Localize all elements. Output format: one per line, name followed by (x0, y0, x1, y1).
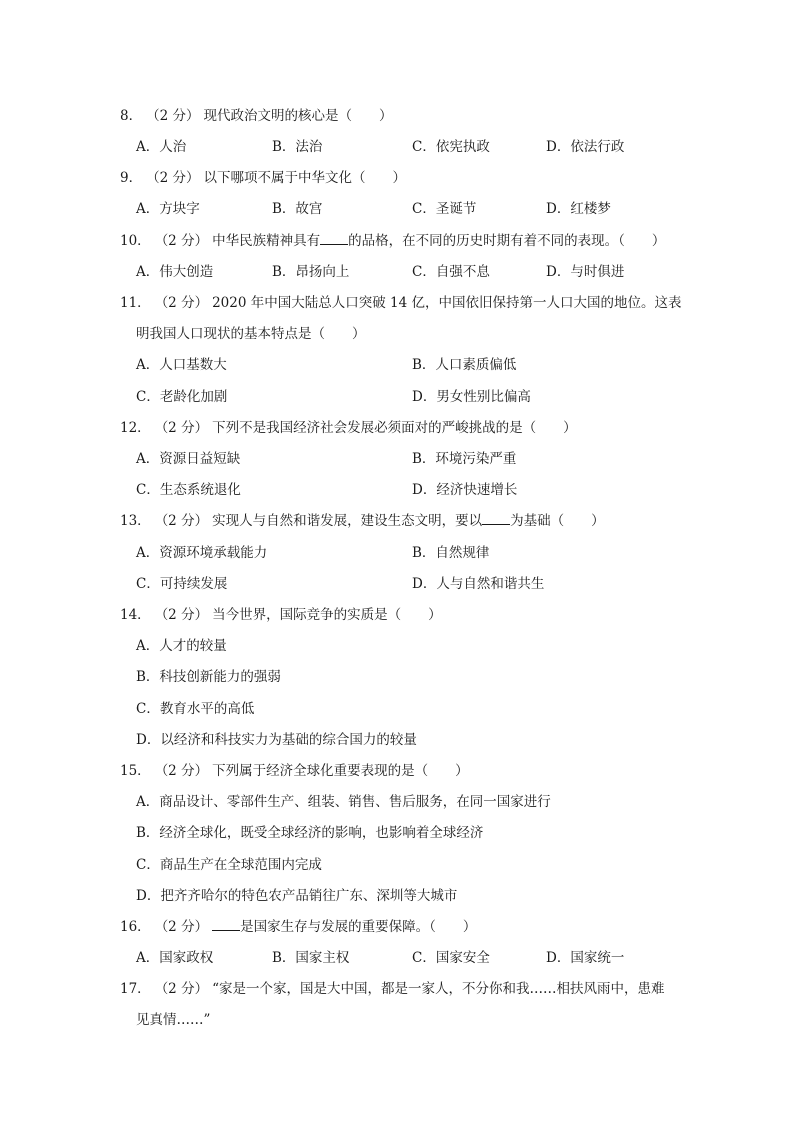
question-number: 17． (120, 981, 151, 997)
question-12 (120, 416, 577, 436)
option-b: B．法治 (272, 139, 323, 155)
question-stem: 现代政治文明的核心是（ ） (203, 108, 393, 124)
option-c: C．国家安全 (412, 950, 490, 966)
question-number: 14． (120, 607, 151, 623)
question-score: （2 分） (154, 607, 209, 623)
question-number: 11． (120, 295, 151, 311)
question-stem: 是国家生存与发展的重要保障。（ ） (240, 919, 477, 935)
question-score: （2 分） (154, 513, 209, 529)
question-stem: 下列不是我国经济社会发展必须面对的严峻挑战的是（ ） (212, 420, 577, 436)
question-stem-continued: 见真情……” (136, 1012, 211, 1028)
option-a: A．人才的较量 (136, 638, 227, 654)
option-b: B．国家主权 (272, 950, 350, 966)
option-a: A．资源日益短缺 (136, 451, 241, 467)
question-stem: 2020 年中国大陆总人口突破 14 亿，中国依旧保持第一人口大国的地位。这表 (212, 295, 682, 311)
option-a: A．国家政权 (136, 950, 214, 966)
question-number: 8． (120, 108, 143, 124)
option-b: B．科技创新能力的强弱 (136, 669, 281, 685)
question-score: （2 分） (154, 919, 209, 935)
option-d: D．把齐齐哈尔的特色农产品销往广东、深圳等大城市 (136, 888, 458, 904)
question-10 (120, 229, 665, 249)
question-number: 10． (120, 233, 151, 249)
question-score: （2 分） (154, 981, 209, 997)
question-number: 9． (120, 170, 143, 186)
question-number: 16． (120, 919, 151, 935)
option-d: D．国家统一 (546, 950, 625, 966)
question-9 (120, 166, 406, 186)
option-c: C．自强不息 (412, 264, 490, 280)
question-13 (120, 509, 605, 529)
fill-blank (212, 918, 240, 931)
question-number: 13． (120, 513, 151, 529)
option-a: A．人口基数大 (136, 357, 227, 373)
question-stem-continued: 明我国人口现状的基本特点是（ ） (136, 326, 366, 342)
option-b: B．自然规律 (412, 545, 490, 561)
option-c: C．圣诞节 (412, 201, 477, 217)
option-b: B．经济全球化，既受全球经济的影响，也影响着全球经济 (136, 825, 484, 841)
question-stem-part-2: 的品格，在不同的历史时期有着不同的表现。（ ） (348, 233, 666, 249)
fill-blank (482, 512, 510, 525)
option-c: C．生态系统退化 (136, 482, 241, 498)
option-c: C．可持续发展 (136, 576, 228, 592)
question-score: （2 分） (146, 108, 200, 124)
question-score: （2 分） (154, 295, 209, 311)
question-16 (120, 915, 476, 935)
option-b: B．昂扬向上 (272, 264, 350, 280)
question-11 (120, 291, 682, 311)
question-score: （2 分） (154, 420, 209, 436)
option-d: D．红楼梦 (546, 201, 611, 217)
option-d: D．人与自然和谐共生 (412, 576, 545, 592)
option-d: D．男女性别比偏高 (412, 389, 531, 405)
option-a: A．商品设计、零部件生产、组装、销售、售后服务，在同一国家进行 (136, 794, 551, 810)
question-14 (120, 603, 442, 623)
option-c: C．商品生产在全球范围内完成 (136, 857, 322, 873)
question-stem: 以下哪项不属于中华文化（ ） (203, 170, 406, 186)
option-d: D．以经济和科技实力为基础的综合国力的较量 (136, 732, 417, 748)
option-d: D．与时俱进 (546, 264, 625, 280)
option-a: A．人治 (136, 139, 187, 155)
question-score: （2 分） (154, 763, 209, 779)
option-b: B．环境污染严重 (412, 451, 517, 467)
question-stem-part-1: 实现人与自然和谐发展，建设生态文明，要以 (212, 513, 483, 529)
option-c: C．依宪执政 (412, 139, 490, 155)
question-8 (120, 104, 392, 124)
option-b: B．故宫 (272, 201, 323, 217)
option-d: D．依法行政 (546, 139, 625, 155)
option-a: A．伟大创造 (136, 264, 214, 280)
question-15 (120, 759, 469, 779)
option-a: A．方块字 (136, 201, 200, 217)
question-score: （2 分） (146, 170, 200, 186)
question-stem-part-1: 中华民族精神具有 (212, 233, 321, 249)
question-17 (120, 977, 664, 997)
option-c: C．教育水平的高低 (136, 701, 255, 717)
question-number: 12． (120, 420, 151, 436)
option-c: C．老龄化加剧 (136, 389, 228, 405)
question-stem: 当今世界，国际竞争的实质是（ ） (212, 607, 442, 623)
fill-blank (320, 232, 348, 245)
option-d: D．经济快速增长 (412, 482, 518, 498)
option-a: A．资源环境承载能力 (136, 545, 268, 561)
question-stem: “家是一个家，国是大中国，都是一家人，不分你和我……相扶风雨中，患难 (212, 981, 665, 997)
question-stem-part-2: 为基础（ ） (510, 513, 605, 529)
option-b: B．人口素质偏低 (412, 357, 517, 373)
question-number: 15． (120, 763, 151, 779)
question-stem: 下列属于经济全球化重要表现的是（ ） (212, 763, 469, 779)
question-score: （2 分） (154, 233, 209, 249)
